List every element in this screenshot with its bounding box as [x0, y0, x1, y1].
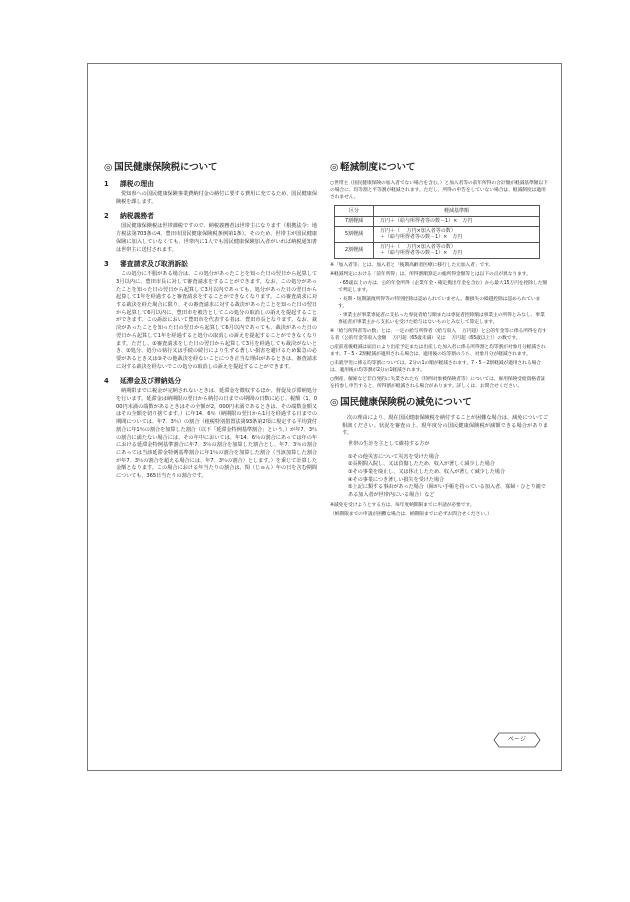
note-maternity: ○産前産後軽減は届出により出産予定または出産した加入者に係る所得割と均等割が対象月分軽減されます。7・5・2割軽減が適用される場合は、適用後の均等割のうち、対象月分が軽減されます。 [330, 344, 546, 357]
exemption-lead: 世帯の生計を主として維持する方が [348, 441, 430, 448]
paragraph-appeal: この処分に不服がある場合は、この処分があったことを知った日の翌日から起算して3月以内に、豊田市長に対して審査請求をすることができます。なお、この処分があったことを知った日の翌日から起算して3月以内であっても、処分があった日の翌日から起算して1年を経過すると審査請求をすることができなくなります。この審査請求に対する裁決を経た場合に限り、その審査請求に対する裁決があったことを知った日の翌日から起算して6月以内に、豊田市を被告としてこの処分の取消しの訴えを提起することができます。この訴訟において豊田市を代表する者は、豊田市長となります。なお、裁決があったことを知った日の翌日から起算して6月以内であっても、裁決があった日の翌日から起算して1年を経過すると処分の取消しの訴えを提起することができなくなります。ただし、①審査請求をした日の翌日から起算して3月を経過しても裁決がないとき、②処分、処分の執行又は手続の続行により生ずる著しい損害を避けるため緊急の必要があるとき又は③その他裁決を経ないことにつき正当な理由があるときは、審査請求に対する裁決を経ないでこの処分の取消しの訴えを提起することができます。 [116, 271, 317, 370]
bullet-mark: ◎ [104, 162, 113, 173]
list-item: ②長期間入院し、又は負傷したため、収入が著しく減少した場合 [348, 461, 495, 468]
page-number-button[interactable] [493, 732, 541, 748]
reduction-intro: ○世帯主（国民健康保険の加入者でない場合を含む。）と加入者等の前年所得の合計額が軽減基準額以下の場合に、均等割と平等割が軽減されます。ただし、所得の申告をしていない場合は、軽減制度は適用されません。 [330, 181, 548, 200]
bullet-mark: ◎ [330, 396, 339, 408]
note-members: ※「加入者等」とは、加入者と「後期高齢者医療に移行した元加入者」です。 [330, 262, 494, 268]
section-title-reduction-system: ◎ 軽減制度について [330, 162, 416, 173]
exemption-intro: 次の理由により、現在国民健康保険税を納付することが困難な場合は、減免についてご相談ください。状況を審査の上、現年度分の国民健康保険税が減額できる場合があります。 [342, 414, 548, 437]
section-title-tax: ◎ 国民健康保険税について [104, 162, 218, 173]
table-cell-category: 5割軽減 [335, 226, 374, 242]
table-row [335, 217, 540, 227]
table-header-row [335, 206, 540, 217]
note-unemployed: ○倒産、解雇など非自発的に失業された方（特例対象被保険者等）については、雇用保険受給資格者証を持参し申告すると、所得割が軽減される場合があります。詳しくは、お問合せください。 [330, 376, 546, 389]
note-transfer: ・長期・短期譲渡所得等の特別控除は認められていません。雑損失の繰越控除は認められています。 [338, 296, 541, 309]
table-cell-category: 7割軽減 [335, 217, 374, 227]
list-item: ①その他災害について災害を受けた場合 [348, 453, 439, 460]
heading-delinquency: 4 延滞金及び滞納処分 [104, 377, 182, 386]
list-item: ③その事業を廃止し、又は休止したため、収入が著しく減少した場合 [348, 469, 505, 476]
table-header: 軽減基準額 [374, 206, 540, 217]
document-page [87, 63, 562, 771]
table-row [335, 242, 540, 258]
heading-purpose: 1 課税の理由 [104, 180, 154, 188]
note-earners: ※「給与所得者等の数」とは、一定の給与所得者（給与収入 万円超）と公的年金等に係る所得を有する者（公的年金等収入金額 万円超（65歳未満）又は 万円超（65歳以上））の数です。 [330, 328, 547, 341]
table-cell-formula: 万円＋（給与所得者等の数－1）× 万円 [374, 217, 540, 227]
table-cell-category: 2割軽減 [335, 242, 374, 258]
note-income: ※軽減判定における「前年所得」は、所得割額算定の総所得金額等とは以下の点が異なります。 [330, 271, 531, 277]
note-preschool: ○未就学児に係る均等割については、2分の1の額が軽減されます。7・5・2割軽減が適用される場合は、適用後の均等割が2分の1軽減されます。 [330, 360, 541, 373]
paragraph-delinquency: 納期限までに税金が完納されないときは、延滞金を徴収するほか、督促及び滞納処分を行います。延滞金は納期限の翌日から納付の日までの期間の日数に応じ、税額（1，000円未満の端数があるときはその全額が2，000円未満であるときは、その端数金額又はその全額を切り捨てます。）に年14．6％（納期限の翌日から1月を経過する日までの期間については、年7．3％）の割合（租税特別措置法第93条第2項に規定する平均貸付割合に年1％の割合を加算した割合（以下「延滞金特例基準割合」という。）が年7．3％の割合に満たない場合には、その年中においては、年14．6％の割合にあっては年の年における延滞金特例基準割合に年7．3％の割合を加算した割合とし、年7．3％の割合にあっては当該延滞金特例基準割合に年1％の割合を加算した割合（当該加算した割合が年7．3％の割合を超える場合には、年7．3％の割合）とします。）を乗じて計算した金額となります。この場合における年当たりの割合は、閏（じゅん）年の日を含む期間についても、365日当たりの割合です。 [116, 388, 317, 480]
list-item: ⑤上記に類する事由があった場合（障がい手帳を持っている加入者、寡婦・ひとり親である加入者が世帯内にいる場合）など [348, 484, 546, 498]
page-label: ページ [508, 736, 526, 743]
heading-taxpayer: 2 納税義務者 [104, 212, 154, 221]
paragraph-purpose: 愛知県への国民健康保険事業費納付金の納付に要する費用に充てるため、国民健康保険税を課します。 [116, 191, 317, 205]
left-column [104, 162, 317, 483]
list-item: ④その事業につき著しい損失を受けた場合 [348, 476, 445, 483]
table-row [335, 226, 540, 242]
note-pension: ・65歳以上の方は、公的年金所得（企業年金・確定拠出年金を含む）から最大15万円を控除した額で判定します。 [338, 280, 548, 293]
table-cell-formula: 万円＋（ 万円×加入者等の数） ＋（給与所得者等の数－1）× 万円 [374, 226, 540, 242]
table-cell-formula: 万円＋（ 万円×加入者等の数） ＋（給与所得者等の数－1）× 万円 [374, 242, 540, 258]
exemption-note: ※減免を受けようとする方は、毎年度納期限までに申請が必要です。 [330, 503, 475, 509]
paragraph-taxpayer: 国民健康保険税は世帯課税ですので、納税義務者は世帯主になります（根拠法令：地方税法第703条の4、豊田市国民健康保険税条例第1条）。そのため、世帯主が国民健康保険に加入していなくても、世帯内に1人でも国民健康保険加入者がいれば納税通知書は世帯主に送付されます。 [116, 223, 317, 253]
heading-appeal: 3 審査請求及び取消訴訟 [104, 260, 188, 269]
note-business: ・事業主が事業専従者に支払った専従者給与額または専従者控除額は事業主の所得とみなし、事業専従者が事業主から支払いを受けた給与はないものとみなして算定します。 [338, 312, 545, 325]
section-title-exemption: ◎ 国民健康保険税の減免について [330, 396, 472, 408]
table-header: 区分 [335, 206, 374, 217]
bullet-mark: ◎ [330, 162, 339, 173]
reduction-table [334, 205, 540, 259]
right-column [330, 162, 548, 520]
exemption-note: （納期限までの申請が困難な場合は、納期限までに必ずお問合せください。） [330, 512, 492, 518]
